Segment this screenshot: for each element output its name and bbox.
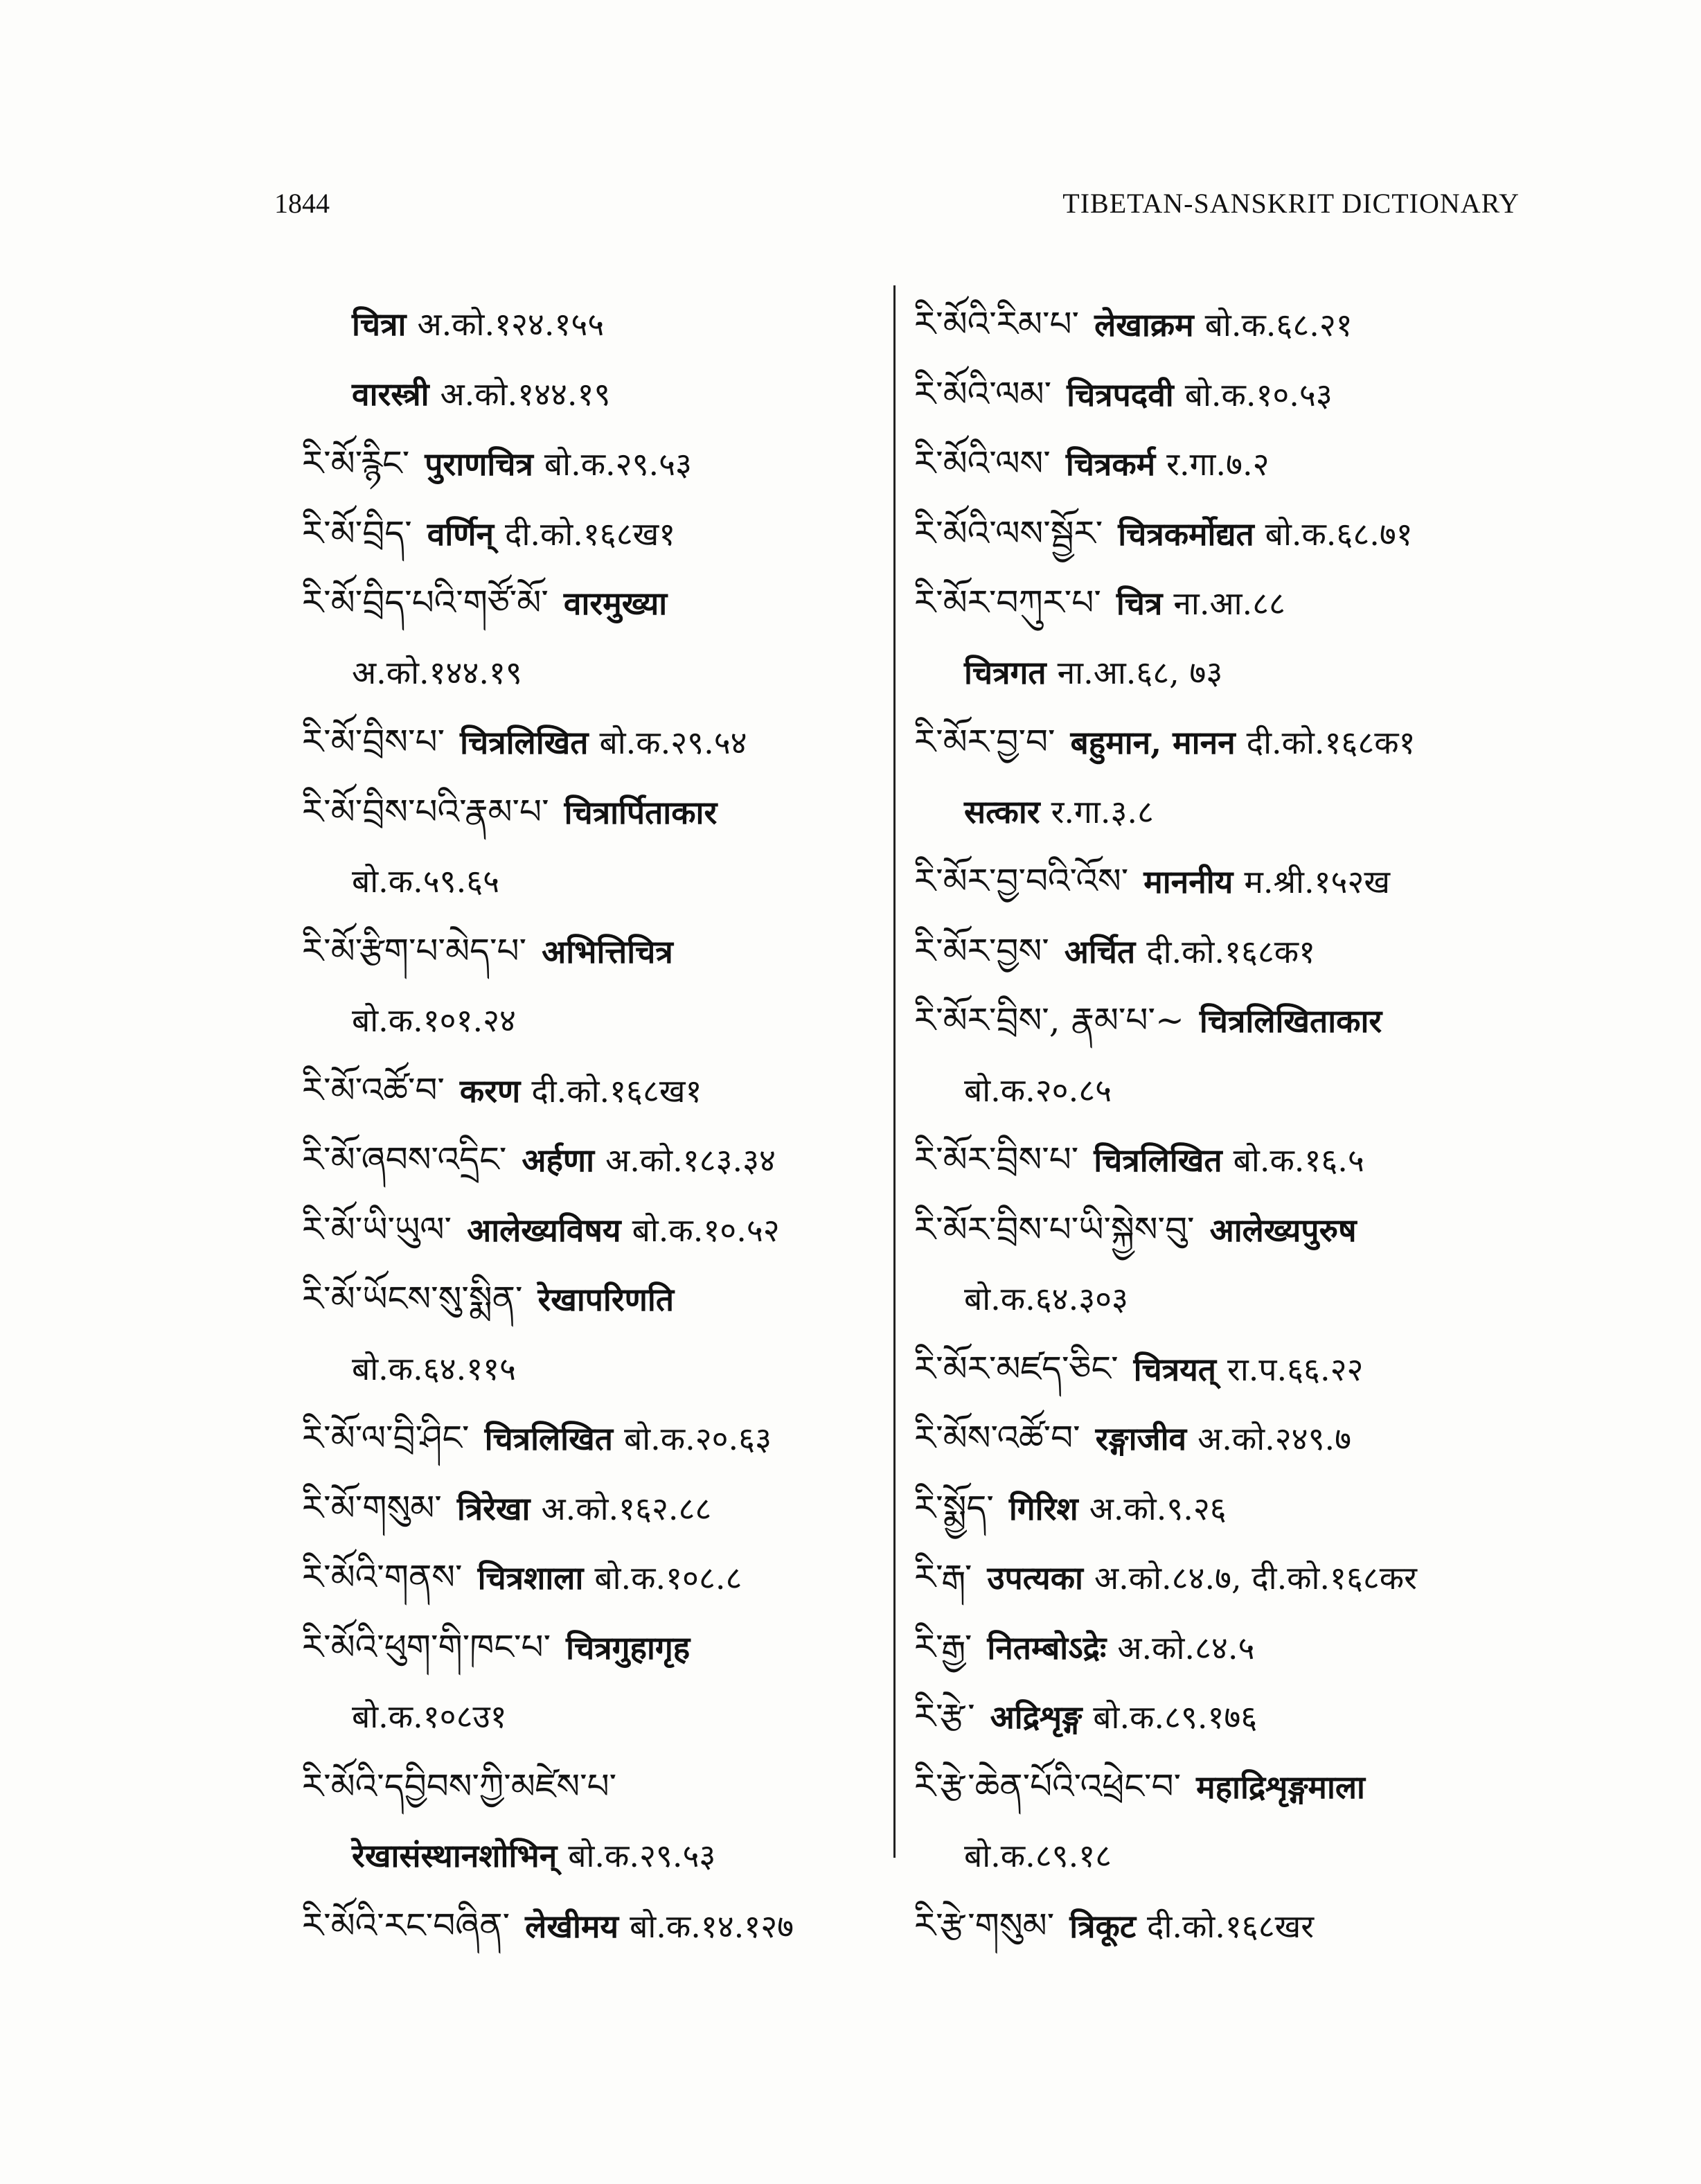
tibetan-headword: རི་མོ་བྲིས་པ་ [302,722,445,762]
tibetan-headword: རི་མོ་ཞབས་འདྲིང་ [302,1139,507,1180]
sanskrit-equivalent: चित्रकर्म [1065,445,1156,483]
source-reference: अ.को.१६२.८८ [541,1489,712,1527]
source-reference: अ.को.८४.५ [1117,1628,1255,1667]
source-reference: बो.क.१६.५ [1233,1142,1364,1179]
tibetan-headword: རི་རྩེ་ [914,1696,975,1737]
entry-line [914,1264,1524,1334]
source-reference: बो.क.६८.२१ [1204,306,1353,344]
sanskrit-equivalent: वारस्त्री [352,375,429,413]
source-reference: दी.को.१६८क१ [1246,724,1416,761]
source-reference: बो.क.२९.५३ [544,445,692,483]
sanskrit-equivalent: चित्रार्पिताकार [564,793,718,831]
source-reference: दी.को.१६८ख१ [531,1072,702,1110]
sanskrit-equivalent: चित्रगत [964,653,1047,691]
entry-line [914,986,1524,1056]
entry-line [914,777,1524,847]
entry-line [302,986,884,1056]
sanskrit-equivalent: चित्रलिखिताकार [1199,1002,1382,1040]
sanskrit-equivalent: करण [459,1072,521,1110]
tibetan-headword: རི་མོའི་ཕུག་གི་ཁང་པ་ [302,1626,551,1667]
tibetan-headword: རི་སྨྱོད་ [914,1487,994,1528]
entry-line [914,638,1524,708]
source-reference: बो.क.१०८उ१ [352,1698,507,1735]
source-reference: बो.क.५९.६५ [352,862,500,900]
entry-line [914,1752,1524,1822]
sanskrit-equivalent: माननीय [1143,863,1234,900]
entry-line [914,1125,1524,1195]
entry-line [302,1891,884,1961]
sanskrit-equivalent: चित्रलिखित [460,724,589,761]
entry-line [914,429,1524,499]
source-reference: बो.क.२०.६३ [623,1420,772,1457]
source-reference: अ.को.२४९.७ [1197,1420,1352,1457]
sanskrit-equivalent: चित्रा [352,305,407,343]
entry-line [914,290,1524,359]
source-reference: बो.क.८९.१८ [964,1837,1112,1874]
source-reference: रा.प.६६.२२ [1227,1350,1364,1388]
tibetan-headword: རི་མོའི་རང་བཞིན་ [302,1905,510,1946]
source-reference: ना.आ.६८, ७३ [1057,653,1223,691]
source-reference: बो.क.१०८.८ [594,1559,742,1597]
tibetan-headword: རི་མོ་རྩིག་པ་མེད་པ་ [302,930,527,971]
tibetan-headword: རི་མོ་འཚོ་བ་ [302,1069,445,1110]
entry-line [914,1056,1524,1126]
left-column [302,290,884,1960]
entry-line [302,499,884,569]
entry-line [914,1403,1524,1473]
entry-line [302,777,884,847]
source-reference: अ.को.८४.७, दी.को.१६८कर [1094,1559,1417,1597]
source-reference: बो.क.६४.११५ [352,1349,516,1387]
entry-line [914,1473,1524,1543]
source-reference: अ.को.१४४.१९ [352,653,522,691]
entry-line [302,916,884,986]
entry-line [914,499,1524,569]
entry-line [302,1682,884,1752]
tibetan-headword: རི་རྩེ་གསུམ་ [914,1905,1055,1946]
tibetan-headword: རི་མོའི་ལམ་ [914,373,1052,414]
sanskrit-equivalent: उपत्यका [987,1559,1083,1597]
tibetan-headword: རི་མོར་བྱ་བའི་འོས་ [914,861,1129,901]
sanskrit-equivalent: चित्रलिखित [1094,1142,1222,1179]
source-reference: बो.क.१०.५२ [632,1211,780,1249]
entry-line [302,1403,884,1473]
sanskrit-equivalent: चित्रयत् [1133,1350,1217,1388]
column-divider [893,285,896,1858]
tibetan-headword: རི་མོར་མཛད་ཅིང་ [914,1348,1119,1389]
entry-line [302,429,884,499]
entry-line [302,290,884,359]
sanskrit-equivalent: अभित्तिचित्र [542,932,673,970]
tibetan-headword: རི་མོའི་ལས་ [914,443,1051,483]
source-reference: बो.क.२९.५४ [599,724,747,761]
source-reference: बो.क.२०.८५ [964,1071,1112,1109]
source-reference: म.श्री.१५२ख [1244,863,1390,900]
sanskrit-equivalent: चित्रगुहागृह [566,1628,691,1667]
source-reference: दी.को.१६८खर [1147,1907,1315,1945]
sanskrit-equivalent: आलेख्यविषय [467,1211,621,1249]
entry-line [302,1056,884,1126]
sanskrit-equivalent: लेखीमय [525,1907,619,1945]
entry-line [302,707,884,777]
entry-line [302,1821,884,1891]
tibetan-headword: རི་མོ་རྙིང་ [302,443,410,483]
source-reference: र.गा.३.८ [1051,792,1154,831]
entry-line [302,359,884,429]
tibetan-headword: རི་མོའི་གནས་ [302,1557,463,1597]
entry-line [914,568,1524,638]
tibetan-headword: རི་མོ་ལ་བྲི་ཤིང་ [302,1418,470,1458]
source-reference: बो.क.६४.३०३ [964,1280,1128,1317]
sanskrit-equivalent: रेखासंस्थानशोभिन् [352,1837,558,1874]
sanskrit-equivalent: चित्रशाला [477,1559,584,1597]
entry-line [302,1543,884,1613]
running-head-title: TIBETAN-SANSKRIT DICTIONARY [1062,188,1520,219]
right-column [914,290,1524,1960]
source-reference: ना.आ.८८ [1173,585,1285,622]
source-reference: दी.को.१६८ख१ [505,515,676,553]
sanskrit-equivalent: चित्रलिखित [484,1420,613,1457]
source-reference: बो.क.८९.१७६ [1093,1698,1258,1736]
sanskrit-equivalent: रङ्गाजीव [1095,1420,1187,1457]
source-reference: अ.को.१८३.३४ [605,1142,776,1179]
sanskrit-equivalent: अर्हणा [522,1142,595,1179]
source-reference: अ.को.९.२६ [1089,1489,1227,1527]
source-reference: दी.को.१६८क१ [1146,932,1316,970]
tibetan-headword: རི་རྒ་ [914,1557,972,1597]
sanskrit-equivalent: चित्रकर्मोद्यत [1118,515,1254,553]
entry-line [914,1334,1524,1404]
tibetan-headword: རི་མོར་བྲིས་པ་ [914,1139,1079,1180]
entry-line [302,1334,884,1404]
sanskrit-equivalent: नितम्बोऽद्रेः [987,1628,1107,1667]
tibetan-headword: རི་མོ་བྲིད་པའི་གཙོ་མོ་ [302,583,549,623]
entry-line [914,916,1524,986]
entry-line [302,1195,884,1265]
entry-line [302,1613,884,1683]
tibetan-headword: རི་མོ་གསུམ་ [302,1487,442,1528]
entry-line [914,1821,1524,1891]
sanskrit-equivalent: आलेख्यपुरुष [1209,1211,1357,1249]
entry-line [302,1264,884,1334]
sanskrit-equivalent: अद्रिशृङ्ग [990,1698,1083,1736]
tibetan-headword: རི་མོར་བཀུར་པ་ [914,583,1101,623]
tibetan-headword: རི་མོར་བྱ་བ་ [914,722,1056,762]
entry-line [914,1891,1524,1961]
entry-line [914,1543,1524,1613]
entry-line [914,1613,1524,1683]
tibetan-headword: རི་མོར་བྱས་ [914,930,1049,971]
sanskrit-equivalent: लेखाक्रम [1094,306,1194,344]
tibetan-headword: རི་མོའི་རིམ་པ་ [914,304,1080,344]
tibetan-headword: རི་རྒྱ་ [914,1626,972,1667]
sanskrit-equivalent: त्रिरेखा [456,1489,531,1527]
entry-line [302,1473,884,1543]
entry-line [914,846,1524,916]
source-reference: बो.क.२९.५३ [568,1837,716,1874]
entry-line [302,846,884,916]
tibetan-headword: རི་མོས་འཚོ་བ་ [914,1418,1080,1458]
entry-line [914,1682,1524,1752]
sanskrit-equivalent: सत्कार [964,792,1040,831]
tibetan-headword: རི་མོའི་དབྱིབས་ཀྱི་མཛེས་པ་ [302,1766,617,1806]
tibetan-headword: རི་མོ་ཡོངས་སུ་སྨིན་ [302,1279,523,1319]
sanskrit-equivalent: महाद्रिशृङ्गमाला [1196,1768,1365,1806]
tibetan-headword: རི་རྩེ་ཆེན་པོའི་འཕྲེང་བ་ [914,1766,1182,1806]
source-reference: बो.क.६८.७१ [1265,515,1413,553]
source-reference: बो.क.१०.५३ [1184,375,1333,414]
entry-line [302,1752,884,1822]
sanskrit-equivalent: वर्णिन् [427,515,495,553]
page-number: 1844 [274,188,330,219]
sanskrit-equivalent: चित्रपदवी [1067,375,1174,414]
sanskrit-equivalent: बहुमान, मानन [1070,724,1236,761]
tibetan-headword: རི་མོར་བྲིས་, རྣམ་པ་~ [914,1000,1184,1040]
sanskrit-equivalent: पुराणचित्र [425,445,533,483]
sanskrit-equivalent: त्रिकूट [1069,1907,1137,1945]
entry-line [914,707,1524,777]
tibetan-headword: རི་མོ་ཡི་ཡུལ་ [302,1209,452,1250]
tibetan-headword: རི་མོ་བྲིད་ [302,513,412,553]
sanskrit-equivalent: गिरिश [1008,1489,1078,1527]
entry-line [914,359,1524,429]
tibetan-headword: རི་མོར་བྲིས་པ་ཡི་སྐྱེས་བུ་ [914,1209,1195,1250]
source-reference: अ.को.१४४.१९ [440,375,611,413]
entry-line [302,1125,884,1195]
entry-line [914,1195,1524,1265]
entry-line [302,638,884,708]
source-reference: अ.को.१२४.१५५ [417,305,605,343]
sanskrit-equivalent: चित्र [1116,585,1163,622]
tibetan-headword: རི་མོ་བྲིས་པའི་རྣམ་པ་ [302,791,549,832]
entry-line [302,568,884,638]
sanskrit-equivalent: वारमुख्या [563,585,668,622]
source-reference: र.गा.७.२ [1166,445,1270,483]
source-reference: बो.क.१४.१२७ [630,1907,794,1945]
sanskrit-equivalent: अर्चित [1064,932,1136,970]
sanskrit-equivalent: रेखापरिणति [537,1281,675,1318]
source-reference: बो.क.१०१.२४ [352,1002,516,1039]
tibetan-headword: རི་མོའི་ལས་སྦྱོར་ [914,513,1103,553]
